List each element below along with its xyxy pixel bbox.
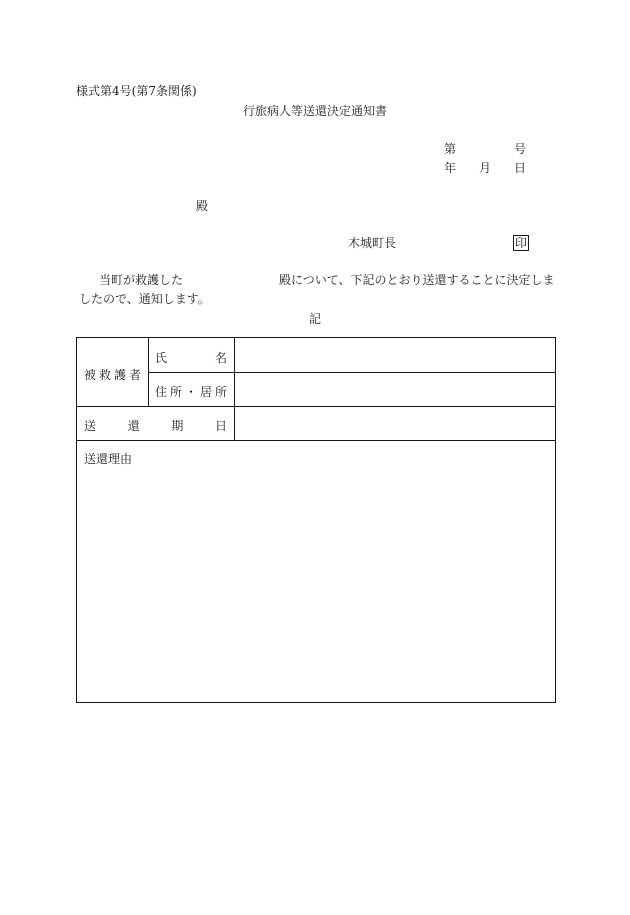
number-prefix: 第 — [444, 142, 457, 156]
number-suffix: 号 — [513, 142, 526, 156]
ki-heading: 記 — [308, 312, 321, 326]
seal-stamp: 印 — [515, 236, 528, 250]
reason-field[interactable] — [78, 441, 555, 703]
address-label: 住 所 ・ 居 所 — [155, 385, 227, 399]
return-date-label: 送 還 期 日 — [84, 419, 227, 433]
address-field[interactable] — [235, 373, 555, 406]
name-label: 氏 名 — [155, 351, 227, 365]
reason-label: 送還理由 — [84, 452, 133, 466]
rescued-person-label: 被 救 護 者 — [84, 368, 141, 382]
date-year: 年 — [444, 161, 457, 175]
addressee-honorific: 殿 — [196, 199, 209, 213]
issue-date — [444, 162, 526, 174]
document-title: 行旅病人等送還決定通知書 — [242, 104, 387, 118]
reference-number — [444, 143, 526, 155]
sender-name: 木城町長 — [348, 236, 397, 250]
date-day: 日 — [513, 161, 526, 175]
details-table — [76, 337, 556, 703]
date-month: 月 — [478, 161, 491, 175]
name-field[interactable] — [235, 339, 555, 372]
column-divider — [148, 338, 149, 406]
body-line-1a: 当町が救護した — [99, 273, 184, 287]
body-line-2: したので、通知します。 — [79, 292, 210, 306]
body-line-1b: 殿について、下記のとおり送還することに決定しま — [279, 273, 555, 287]
form-number: 様式第4号(第7条関係) — [76, 84, 197, 98]
return-date-field[interactable] — [235, 407, 555, 440]
